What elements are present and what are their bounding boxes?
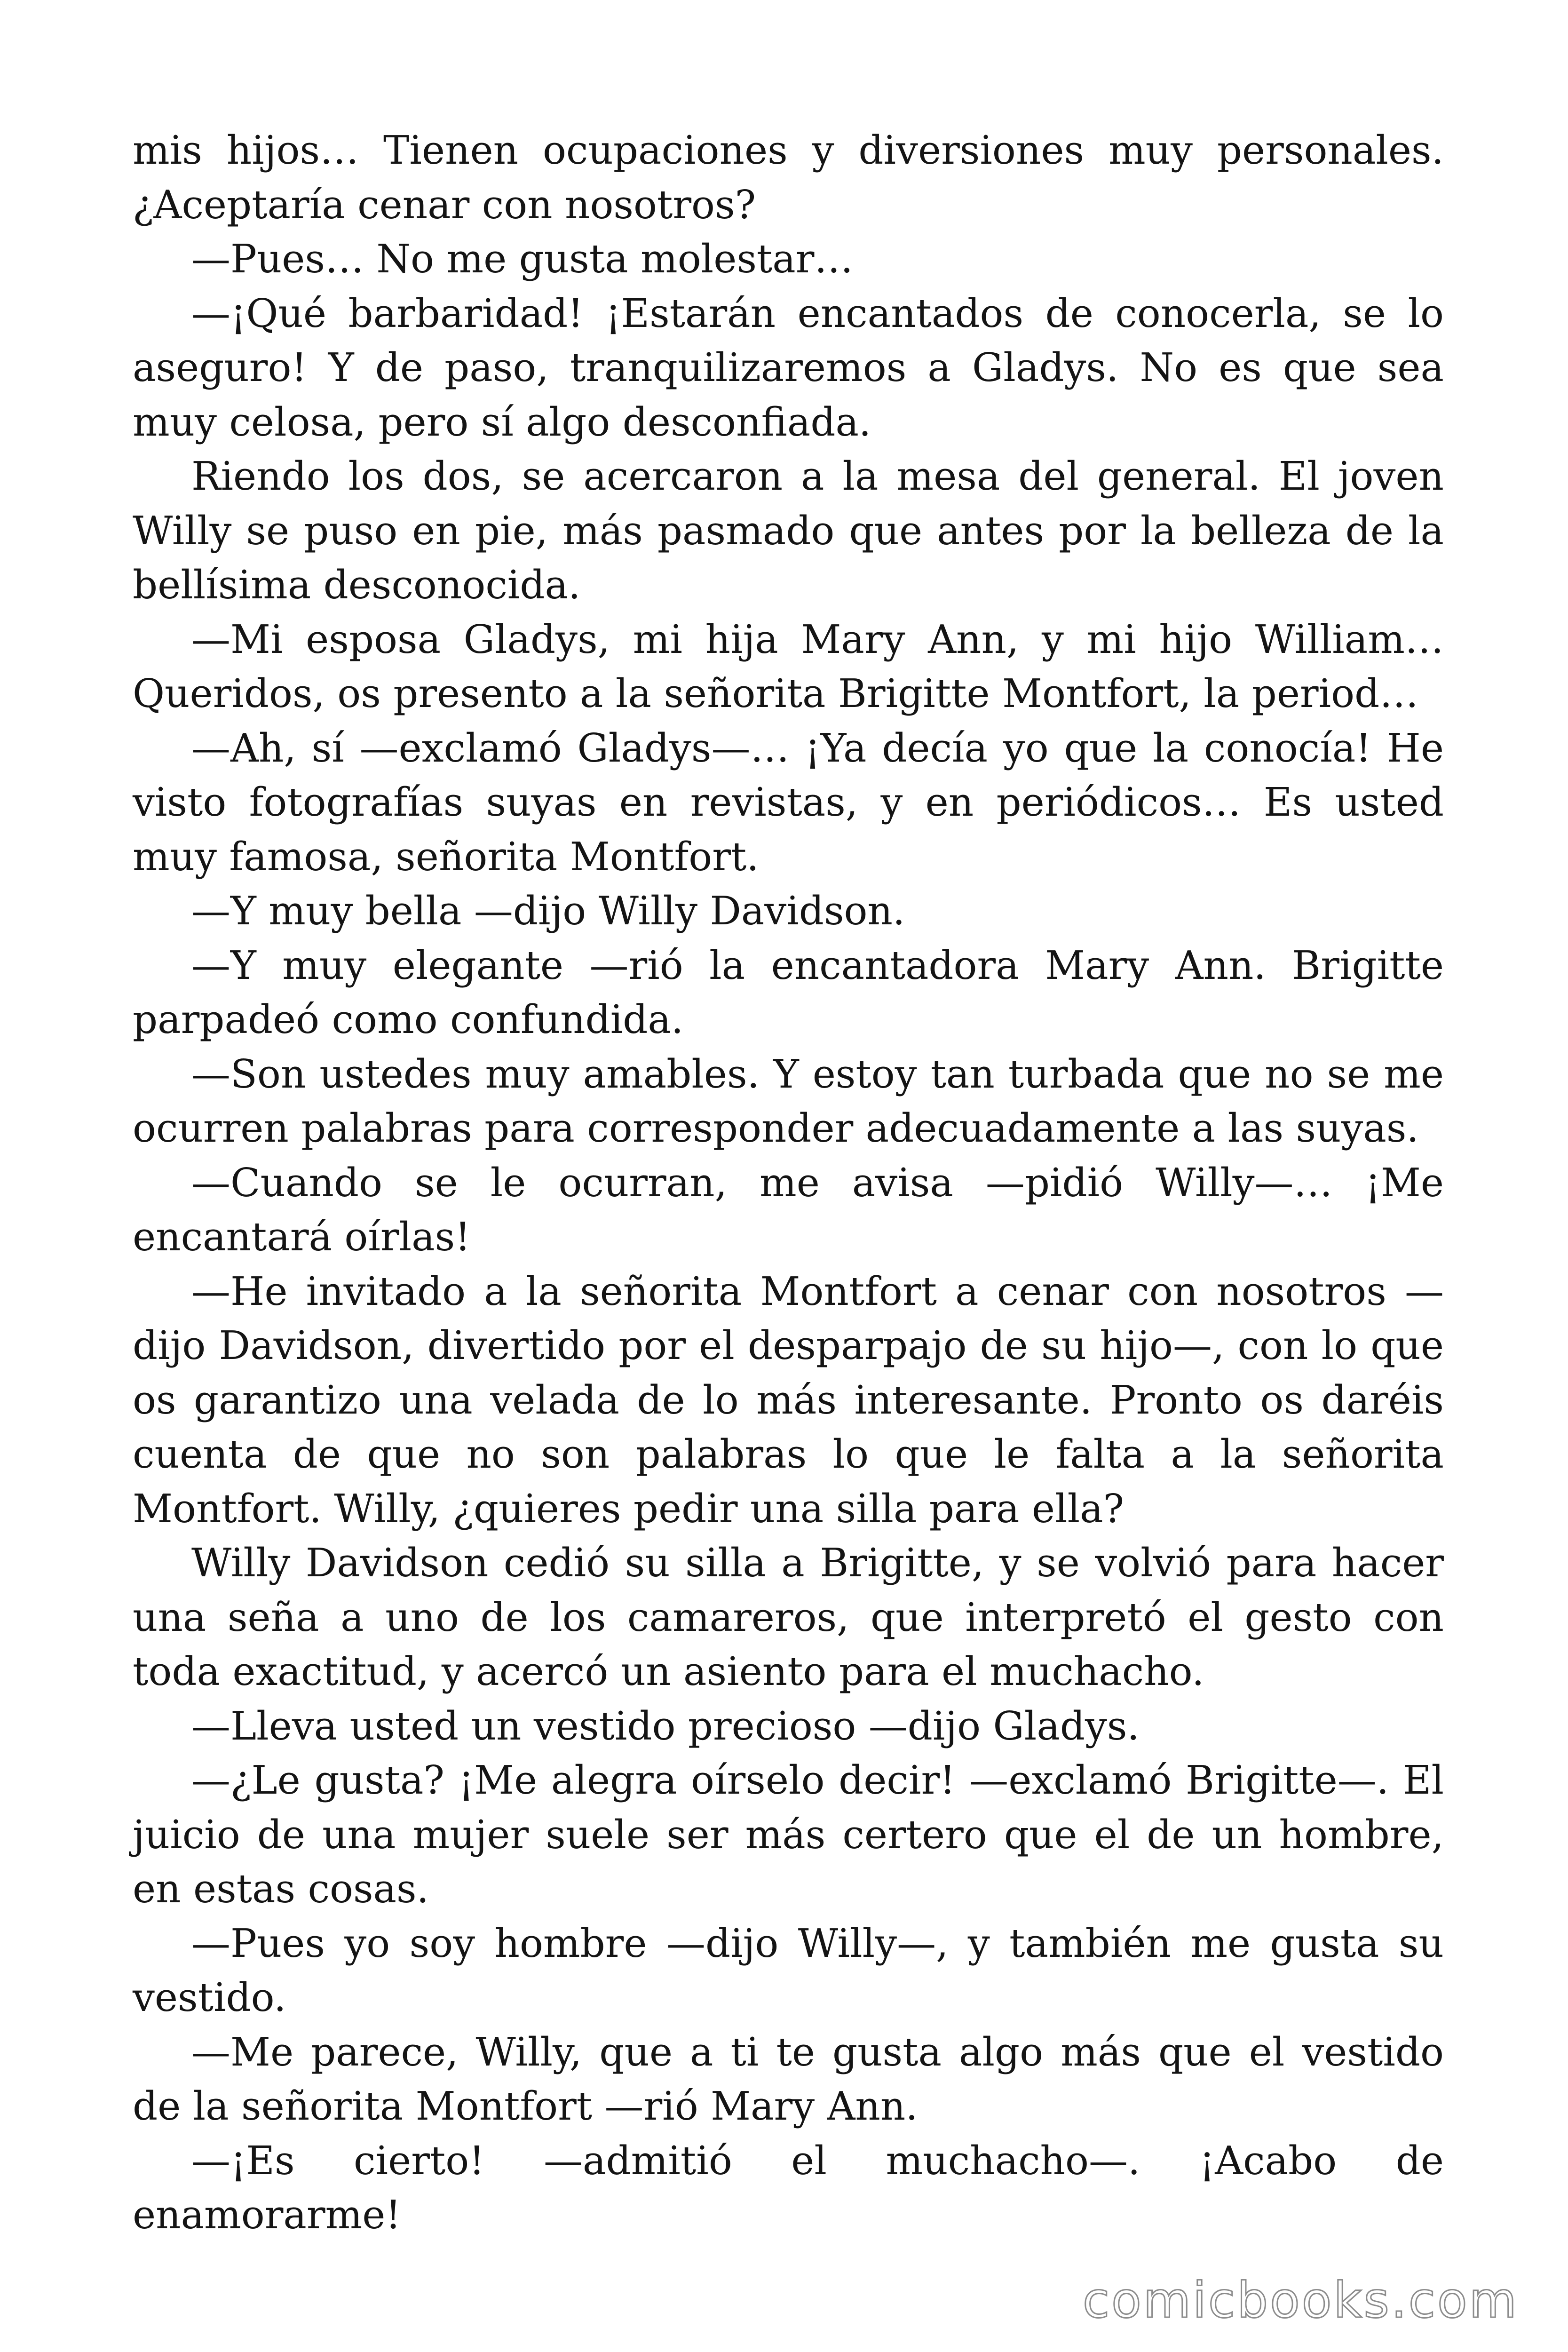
paragraph: —Mi esposa Gladys, mi hija Mary Ann, y mi hijo William… Queridos, os presento a la señorita Brigitte Montfort, la period… — [133, 616, 1444, 716]
paragraph: —Me parece, Willy, que a ti te gusta algo más que el vestido de la señorita Montfort —rió Mary Ann. — [133, 2029, 1444, 2129]
paragraph: —Pues… No me gusta molestar… — [191, 236, 854, 282]
paragraph: —Ah, sí —exclamó Gladys—… ¡Ya decía yo que la conocía! He visto fotografías suyas en revistas, y en periódicos… Es usted muy famosa, señorita Montfort. — [133, 725, 1444, 880]
page-body-text — [133, 123, 1444, 2242]
paragraph: —Son ustedes muy amables. Y estoy tan turbada que no se me ocurren palabras para corresponder adecuadamente a las suyas. — [133, 1051, 1444, 1151]
watermark-logo: comicbooks.com — [1082, 2272, 1519, 2329]
paragraph: —¿Le gusta? ¡Me alegra oírselo decir! —exclamó Brigitte—. El juicio de una mujer suele ser más certero que el de un hombre, en estas cosas. — [133, 1757, 1444, 1912]
paragraph: —He invitado a la señorita Montfort a cenar con nosotros —dijo Davidson, divertido por el desparpajo de su hijo—, con lo que os garantizo una velada de lo más interesante. Pronto os daréis cuenta de que no son palabras lo que le falta a la señorita Montfort. Willy, ¿quieres pedir una silla para ella? — [133, 1268, 1444, 1532]
paragraph: —Y muy bella —dijo Willy Davidson. — [191, 888, 905, 934]
paragraph: —Y muy elegante —rió la encantadora Mary Ann. Brigitte parpadeó como confundida. — [133, 942, 1444, 1042]
paragraph: Riendo los dos, se acercaron a la mesa del general. El joven Willy se puso en pie, más pasmado que antes por la belleza de la bellísima desconocida. — [133, 453, 1444, 608]
paragraph: —¡Qué barbaridad! ¡Estarán encantados de conocerla, se lo aseguro! Y de paso, tranquilizaremos a Gladys. No es que sea muy celosa, pero sí algo desconfiada. — [133, 290, 1444, 445]
paragraph: —Pues yo soy hombre —dijo Willy—, y también me gusta su vestido. — [133, 1920, 1444, 2020]
paragraph: —Lleva usted un vestido precioso —dijo Gladys. — [191, 1703, 1140, 1749]
paragraph: —Cuando se le ocurran, me avisa —pidió Willy—… ¡Me encantará oírlas! — [133, 1160, 1444, 1260]
paragraph: mis hijos… Tienen ocupaciones y diversiones muy personales. ¿Aceptaría cenar con nosotros? — [133, 127, 1444, 228]
paragraph: —¡Es cierto! —admitió el muchacho—. ¡Acabo de enamorarme! — [133, 2137, 1444, 2238]
paragraph: Willy Davidson cedió su silla a Brigitte, y se volvió para hacer una seña a uno de los camareros, que interpretó el gesto con toda exactitud, y acercó un asiento para el muchacho. — [133, 1540, 1444, 1694]
